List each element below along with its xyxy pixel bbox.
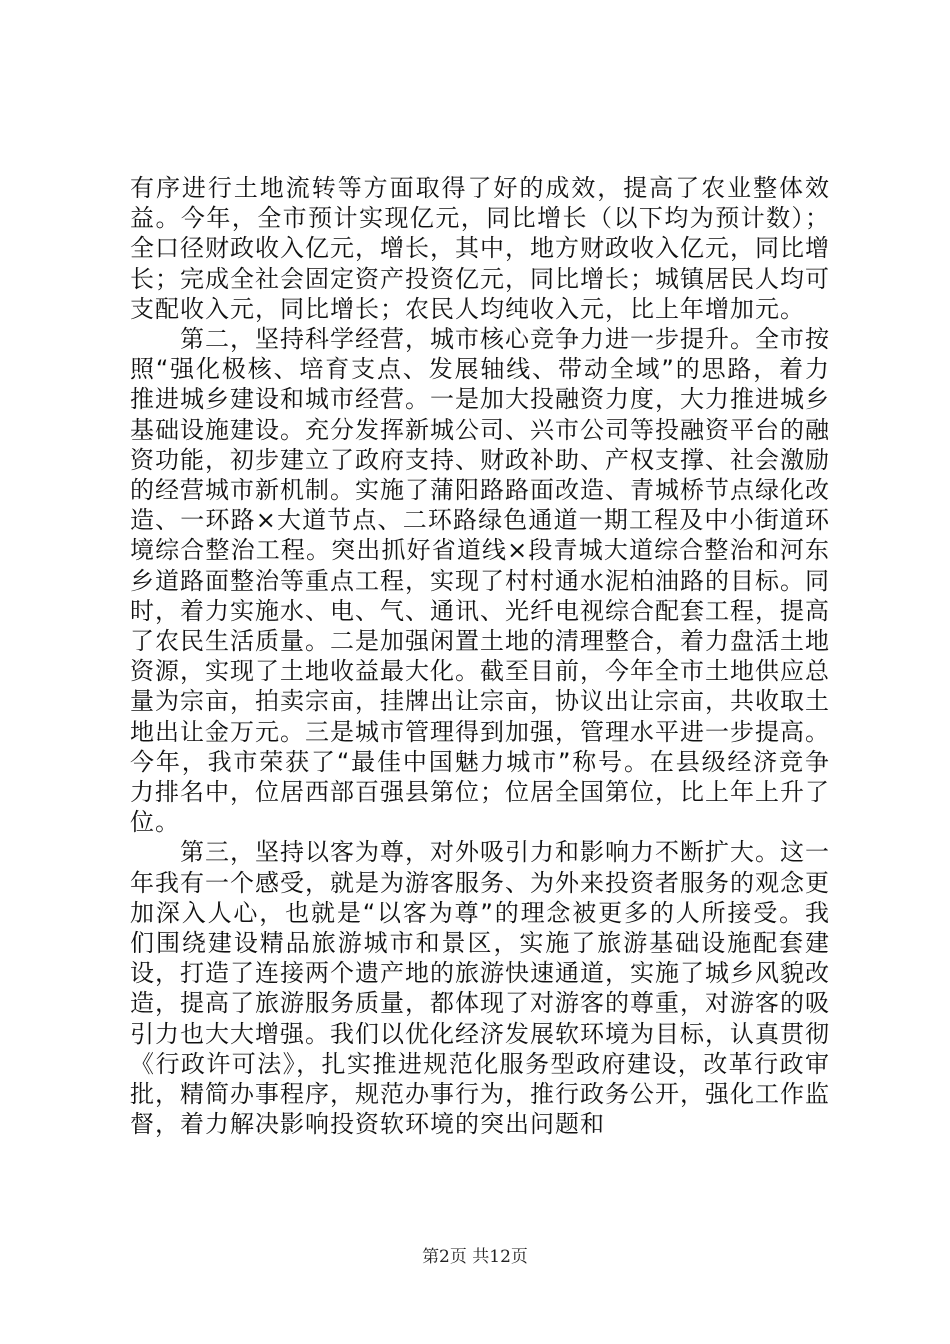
body-text <box>130 173 830 1140</box>
paragraph-2: 第二，坚持科学经营，城市核心竞争力进一步提升。全市按照“强化极核、培育支点、发展轴线、带动全域”的思路，着力推进城乡建设和城市经营。一是加大投融资力度，大力推进城乡基础设施建设。充分发挥新城公司、兴市公司等投融资平台的融资功能，初步建立了政府支持、财政补助、产权支撑、社会激励的经营城市新机制。实施了蒲阳路路面改造、青城桥节点绿化改造、一环路×大道节点、二环路绿色通道一期工程及中小街道环境综合整治工程。突出抓好省道线×段青城大道综合整治和河东乡道路面整治等重点工程，实现了村村通水泥柏油路的目标。同时，着力实施水、电、气、通讯、光纤电视综合配套工程，提高了农民生活质量。二是加强闲置土地的清理整合，着力盘活土地资源，实现了土地收益最大化。截至目前，今年全市土地供应总量为宗亩，拍卖宗亩，挂牌出让宗亩，协议出让宗亩，共收取土地出让金万元。三是城市管理得到加强，管理水平进一步提高。今年，我市荣获了“最佳中国魅力城市”称号。在县级经济竞争力排名中，位居西部百强县第位；位居全国第位，比上年上升了位。 <box>130 325 830 837</box>
page-footer: 第2页 共12页 <box>422 1247 528 1267</box>
paragraph-1: 有序进行土地流转等方面取得了好的成效，提高了农业整体效益。今年，全市预计实现亿元，同比增长（以下均为预计数）；全口径财政收入亿元，增长，其中，地方财政收入亿元，同比增长；完成全社会固定资产投资亿元，同比增长；城镇居民人均可支配收入元，同比增长；农民人均纯收入元，比上年增加元。 <box>130 174 830 323</box>
paragraph-3: 第三，坚持以客为尊，对外吸引力和影响力不断扩大。这一年我有一个感受，就是为游客服务、为外来投资者服务的观念更加深入人心，也就是“以客为尊”的理念被更多的人所接受。我们围绕建设精品旅游城市和景区，实施了旅游基础设施配套建设，打造了连接两个遗产地的旅游快速通道，实施了城乡风貌改造，提高了旅游服务质量，都体现了对游客的尊重，对游客的吸引力也大大增强。我们以优化经济发展软环境为目标，认真贯彻《行政许可法》，扎实推进规范化服务型政府建设，改革行政审批，精简办事程序，规范办事行为，推行政务公开，强化工作监督，着力解决影响投资软环境的突出问题和 <box>130 838 830 1139</box>
